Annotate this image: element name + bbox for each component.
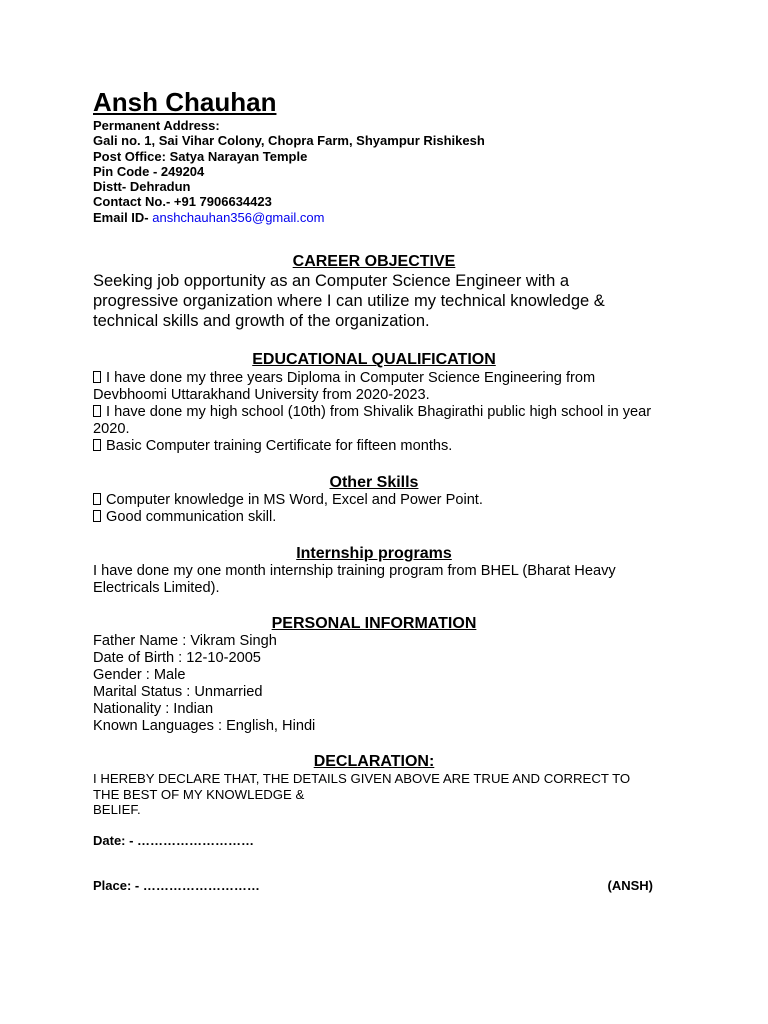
internship-text: I have done my one month internship training program from BHEL (Bharat Heavy Electricals Limited).: [93, 563, 616, 597]
father-name: Father Name : Vikram Singh: [93, 633, 277, 650]
declaration-line: BELIEF.: [93, 802, 141, 818]
date-line: Date: - ………………………: [93, 832, 255, 848]
bullet-icon: [93, 439, 101, 451]
contact-number: Contact No.- +91 7906634423: [93, 194, 272, 210]
email-link[interactable]: anshchauhan356@gmail.com: [148, 209, 325, 225]
signature-name: (ANSH): [607, 877, 653, 893]
candidate-name: Ansh Chauhan: [93, 87, 277, 117]
list-item: Good communication skill.: [93, 509, 655, 526]
pin-code: Pin Code - 249204: [93, 163, 205, 179]
list-item: Basic Computer training Certificate for fifteen months.: [93, 438, 655, 455]
bullet-icon: [93, 510, 101, 522]
nationality: Nationality : Indian: [93, 701, 214, 718]
resume-page: [93, 86, 655, 893]
list-item: I have done my three years Diploma in Computer Science Engineering from Devbhoomi Uttarakhand University from 2020-2023.: [93, 370, 596, 404]
other-skills-title: Other Skills: [329, 474, 419, 492]
declaration-text: [93, 771, 655, 818]
known-languages: Known Languages : English, Hindi: [93, 718, 316, 735]
bullet-icon: [93, 371, 101, 383]
bullet-icon: [93, 493, 101, 505]
post-office: Post Office: Satya Narayan Temple: [93, 148, 308, 164]
place-row: [93, 878, 655, 893]
email-row: [93, 210, 655, 225]
list-item: Computer knowledge in MS Word, Excel and Power Point.: [93, 492, 655, 509]
internship-title: Internship programs: [296, 545, 452, 563]
bullet-icon: [93, 405, 101, 417]
declaration-title: DECLARATION:: [313, 753, 435, 771]
skills-list: [93, 492, 655, 526]
education-list: [93, 370, 655, 455]
career-objective-title: CAREER OBJECTIVE: [292, 253, 456, 271]
list-item: I have done my high school (10th) from Shivalik Bhagirathi public high school in year 2020.: [93, 404, 652, 438]
address-block: [93, 118, 655, 225]
declaration-line: I HEREBY DECLARE THAT, THE DETAILS GIVEN ABOVE ARE TRUE AND CORRECT TO THE BEST OF MY KNOWLEDGE &: [93, 771, 631, 802]
date-of-birth: Date of Birth : 12-10-2005: [93, 650, 261, 667]
email-label: Email ID-: [93, 209, 149, 225]
education-title: EDUCATIONAL QUALIFICATION: [252, 351, 496, 369]
gender: Gender : Male: [93, 667, 186, 684]
address-line: Gali no. 1, Sai Vihar Colony, Chopra Farm, Shyampur Rishikesh: [93, 133, 485, 149]
marital-status: Marital Status : Unmarried: [93, 684, 263, 701]
place-line: Place: - ………………………: [93, 877, 260, 893]
personal-info-title: PERSONAL INFORMATION: [271, 615, 477, 633]
personal-info-block: [93, 633, 655, 735]
career-objective-text: Seeking job opportunity as an Computer Science Engineer with a progressive organization where I can utilize my technical knowledge & technical skills and growth of the organization.: [93, 272, 605, 330]
permanent-address-label: Permanent Address:: [93, 118, 220, 133]
district: Distt- Dehradun: [93, 179, 191, 195]
